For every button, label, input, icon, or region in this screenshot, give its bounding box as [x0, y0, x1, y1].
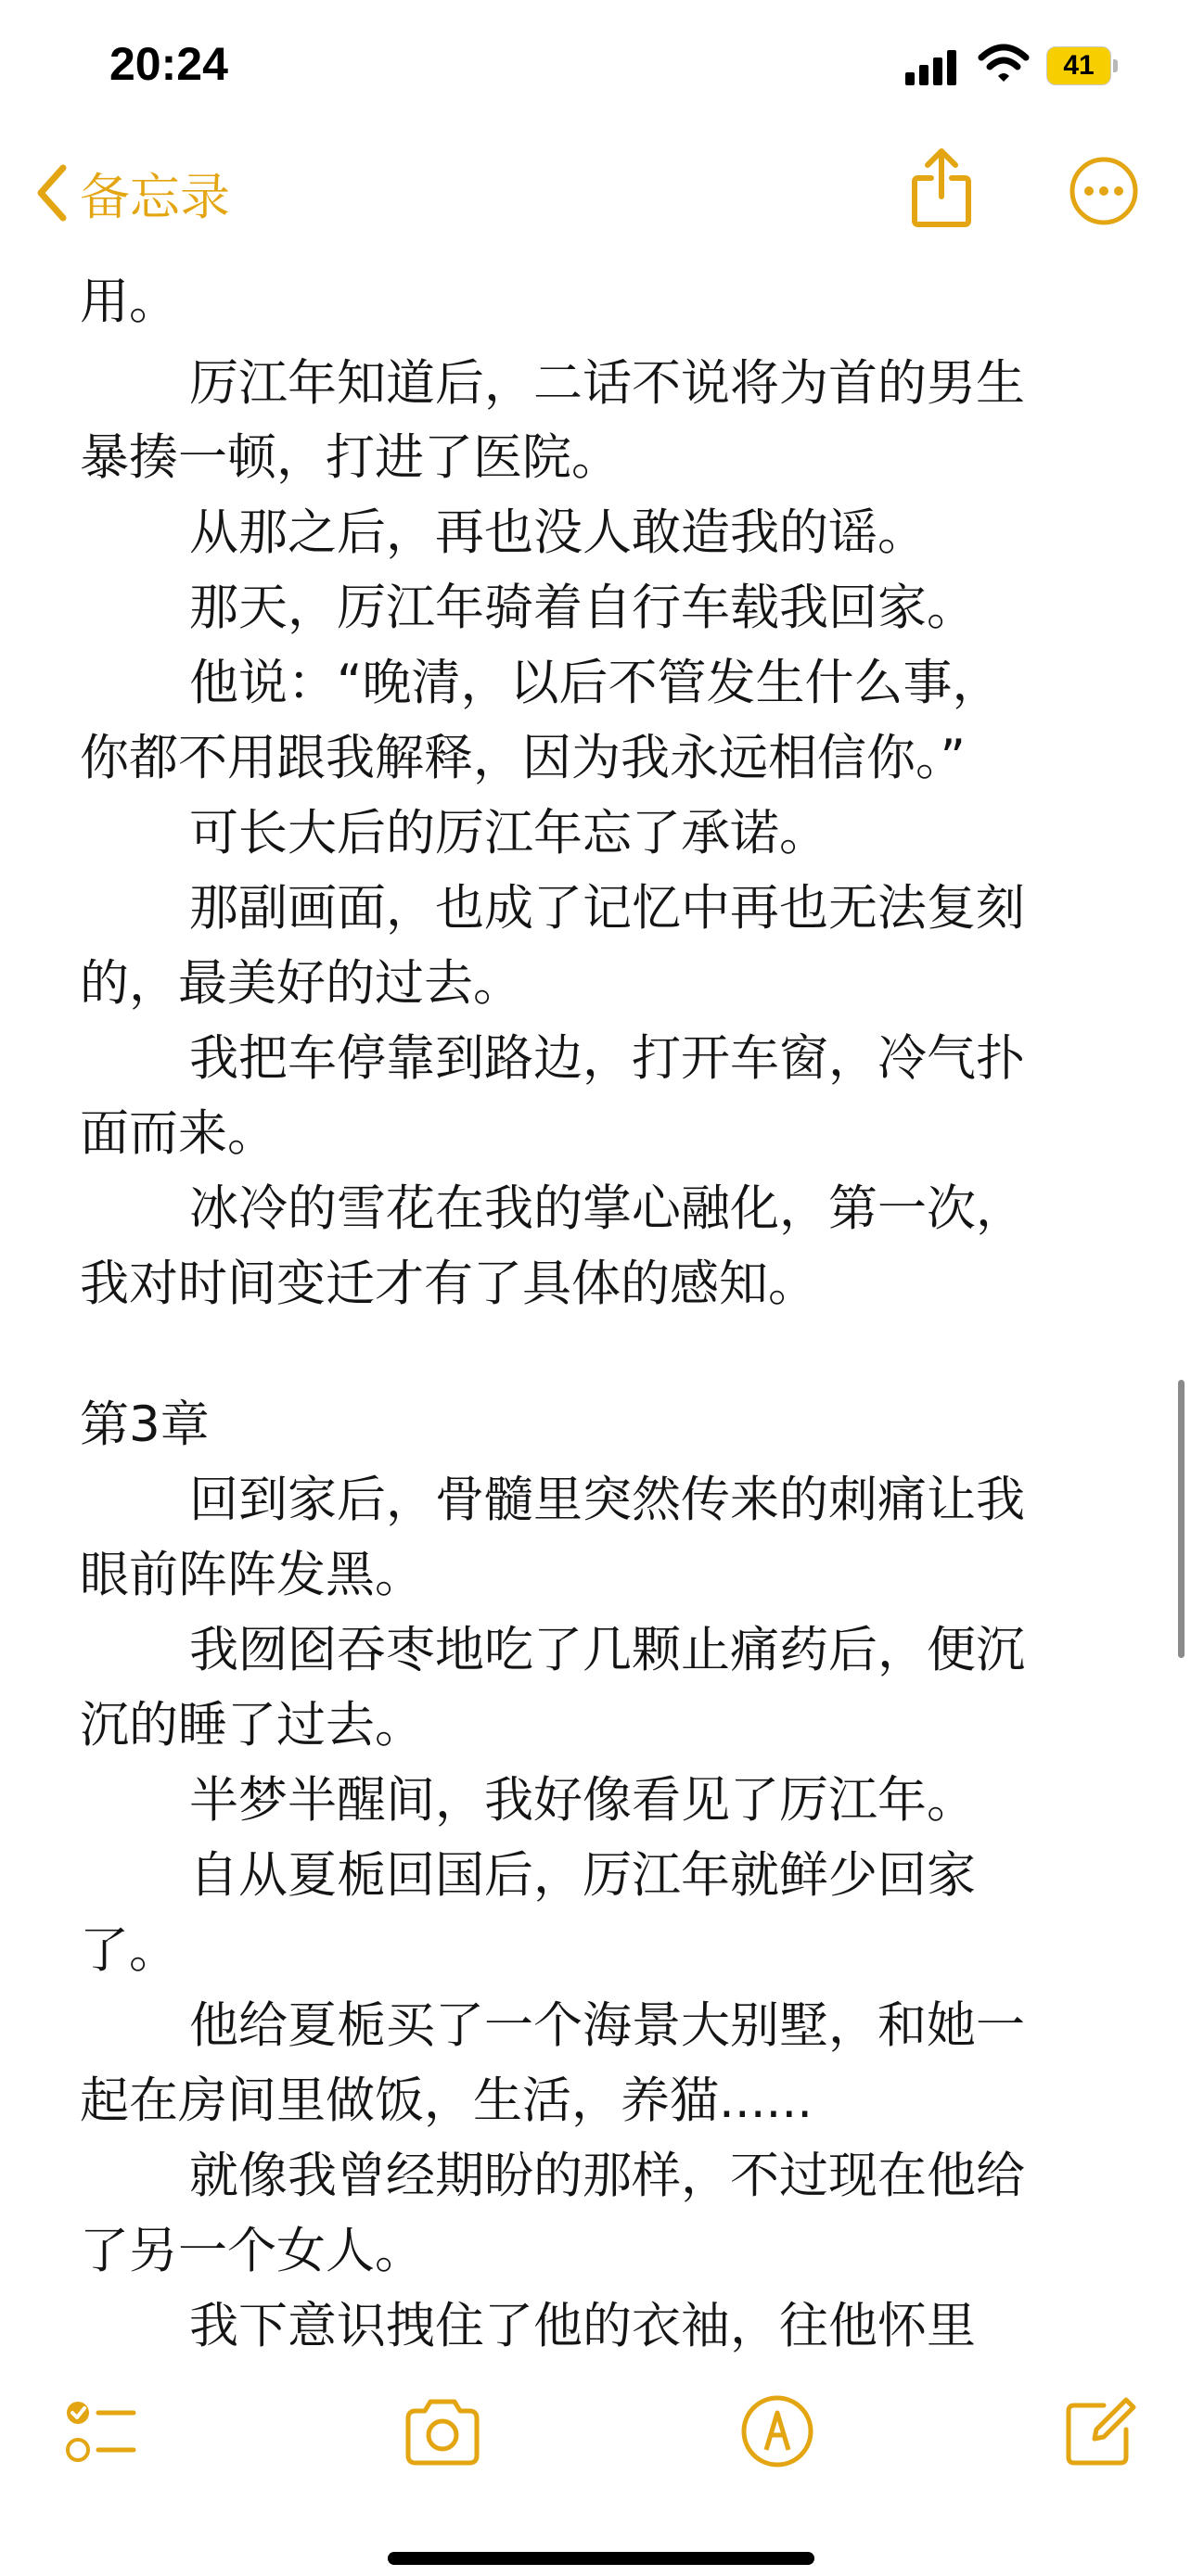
- note-line: 暴揍一顿，打进了医院。: [80, 429, 621, 486]
- note-line: 他给夏栀买了一个海景大别墅，和她一: [189, 1997, 1025, 2054]
- note-line: 你都不用跟我解释，因为我永远相信你。”: [80, 730, 966, 786]
- chevron-left-icon: [33, 162, 69, 223]
- note-line: 沉的睡了过去。: [80, 1697, 424, 1753]
- back-button[interactable]: [33, 156, 230, 230]
- battery-icon: [1046, 46, 1119, 85]
- note-line: 我对时间变迁才有了具体的感知。: [80, 1256, 817, 1312]
- note-line: 他说：“晚清，以后不管发生什么事，: [189, 655, 1002, 711]
- note-line: 那天，厉江年骑着自行车载我回家。: [189, 580, 976, 636]
- note-line: 我囫囵吞枣地吃了几颗止痛药后，便沉: [189, 1622, 1025, 1678]
- note-line: 可长大后的厉江年忘了承诺。: [189, 805, 828, 861]
- status-time: 20:24: [109, 38, 228, 90]
- ellipsis-circle-icon[interactable]: [1069, 156, 1139, 226]
- note-line: 从那之后，再也没人敢造我的谣。: [189, 504, 927, 561]
- scroll-indicator[interactable]: [1178, 1380, 1185, 1658]
- note-line: 就像我曾经期盼的那样，不过现在他给: [189, 2148, 1025, 2204]
- note-line: 我把车停靠到路边，打开车窗，冷气扑: [189, 1030, 1025, 1087]
- note-line: 了另一个女人。: [80, 2223, 424, 2279]
- battery-level: 41: [1046, 46, 1111, 85]
- note-line: 面而来。: [80, 1105, 276, 1162]
- markup-pen-icon[interactable]: [738, 2392, 816, 2470]
- note-line: 厉江年知道后，二话不说将为首的男生: [189, 355, 1025, 412]
- home-indicator[interactable]: [388, 2552, 814, 2565]
- note-line: 我下意识拽住了他的衣袖，往他怀里: [189, 2298, 976, 2354]
- cellular-signal-icon: [905, 48, 957, 85]
- camera-icon[interactable]: [401, 2392, 484, 2470]
- note-line: 了。: [80, 1922, 178, 1979]
- back-label: 备忘录: [80, 167, 230, 226]
- note-line: 自从夏栀回国后，厉江年就鲜少回家: [189, 1847, 976, 1904]
- note-line: 回到家后，骨髓里突然传来的刺痛让我: [189, 1472, 1025, 1528]
- note-line: 的，最美好的过去。: [80, 955, 522, 1012]
- note-line: 那副画面，也成了记忆中再也无法复刻: [189, 880, 1025, 937]
- chapter-heading: 第3章: [80, 1396, 210, 1453]
- note-line: 起在房间里做饭，生活，养猫......: [80, 2072, 813, 2129]
- nav-bar: [0, 139, 1191, 250]
- share-icon[interactable]: [909, 147, 974, 230]
- compose-icon[interactable]: [1061, 2392, 1139, 2470]
- note-line: 冰冷的雪花在我的掌心融化，第一次，: [189, 1180, 1025, 1237]
- note-line: 用。: [80, 274, 178, 330]
- note-line: 眼前阵阵发黑。: [80, 1547, 424, 1603]
- note-line: 半梦半醒间，我好像看见了厉江年。: [189, 1772, 976, 1829]
- status-bar: [0, 0, 1191, 130]
- checklist-icon[interactable]: [59, 2392, 137, 2470]
- wifi-icon: [978, 43, 1030, 83]
- bottom-toolbar: [0, 2392, 1191, 2485]
